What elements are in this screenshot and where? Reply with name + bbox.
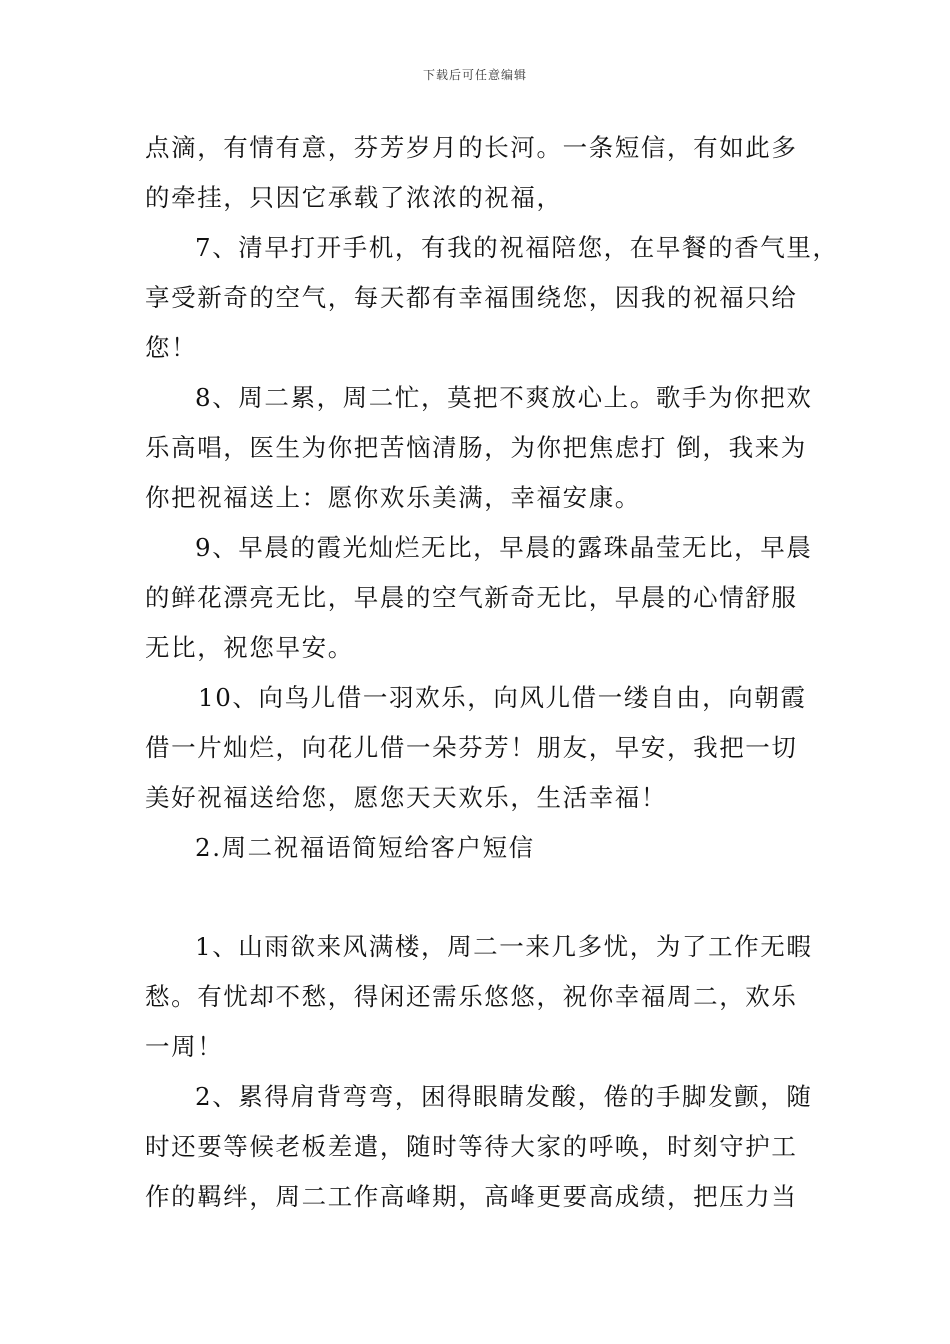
body-line: 无比，祝您早安。 [145, 633, 354, 662]
body-line: 作的羁绊，周二工作高峰期，高峰更要高成绩，把压力当 [145, 1182, 798, 1211]
body-line: 的鲜花漂亮无比，早晨的空气新奇无比，早晨的心情舒服 [145, 583, 798, 612]
paragraph-line: 1、山雨欲来风满楼，周二一来几多忧，为了工作无暇 [195, 932, 813, 961]
paragraph-line: 10、向鸟儿借一羽欢乐，向风儿借一缕自由，向朝霞 [198, 683, 807, 712]
body-line: 借一片灿烂，向花儿借一朵芬芳！朋友，早安，我把一切 [145, 733, 798, 762]
body-line: 时还要等候老板差遣，随时等待大家的呼唤，时刻守护工 [145, 1132, 798, 1161]
body-line: 您！ [145, 333, 198, 362]
body-line: 的牵挂，只因它承载了浓浓的祝福， [145, 183, 563, 212]
paragraph-line: 7、清早打开手机，有我的祝福陪您，在早餐的香气里， [195, 233, 839, 262]
body-line: 享受新奇的空气，每天都有幸福围绕您，因我的祝福只给 [145, 283, 798, 312]
body-line: 乐高唱，医生为你把苦恼清肠，为你把焦虑打 倒，我来为 [145, 433, 807, 462]
page-header: 下载后可任意编辑 [422, 68, 527, 82]
paragraph-line: 8、周二累，周二忙，莫把不爽放心上。歌手为你把欢 [195, 383, 813, 412]
body-line: 愁。有忧却不愁，得闲还需乐悠悠，祝你幸福周二，欢乐 [145, 982, 798, 1011]
body-line: 一周！ [145, 1032, 224, 1061]
body-line: 你把祝福送上：愿你欢乐美满，幸福安康。 [145, 483, 641, 512]
section-heading: 2.周二祝福语简短给客户短信 [195, 833, 535, 862]
body-line: 美好祝福送给您，愿您天天欢乐，生活幸福！ [145, 783, 667, 812]
body-line: 点滴，有情有意，芬芳岁月的长河。一条短信，有如此多 [145, 133, 798, 162]
paragraph-line: 2、累得肩背弯弯，困得眼睛发酸，倦的手脚发颤，随 [195, 1082, 813, 1111]
paragraph-line: 9、早晨的霞光灿烂无比，早晨的露珠晶莹无比，早晨 [195, 533, 813, 562]
